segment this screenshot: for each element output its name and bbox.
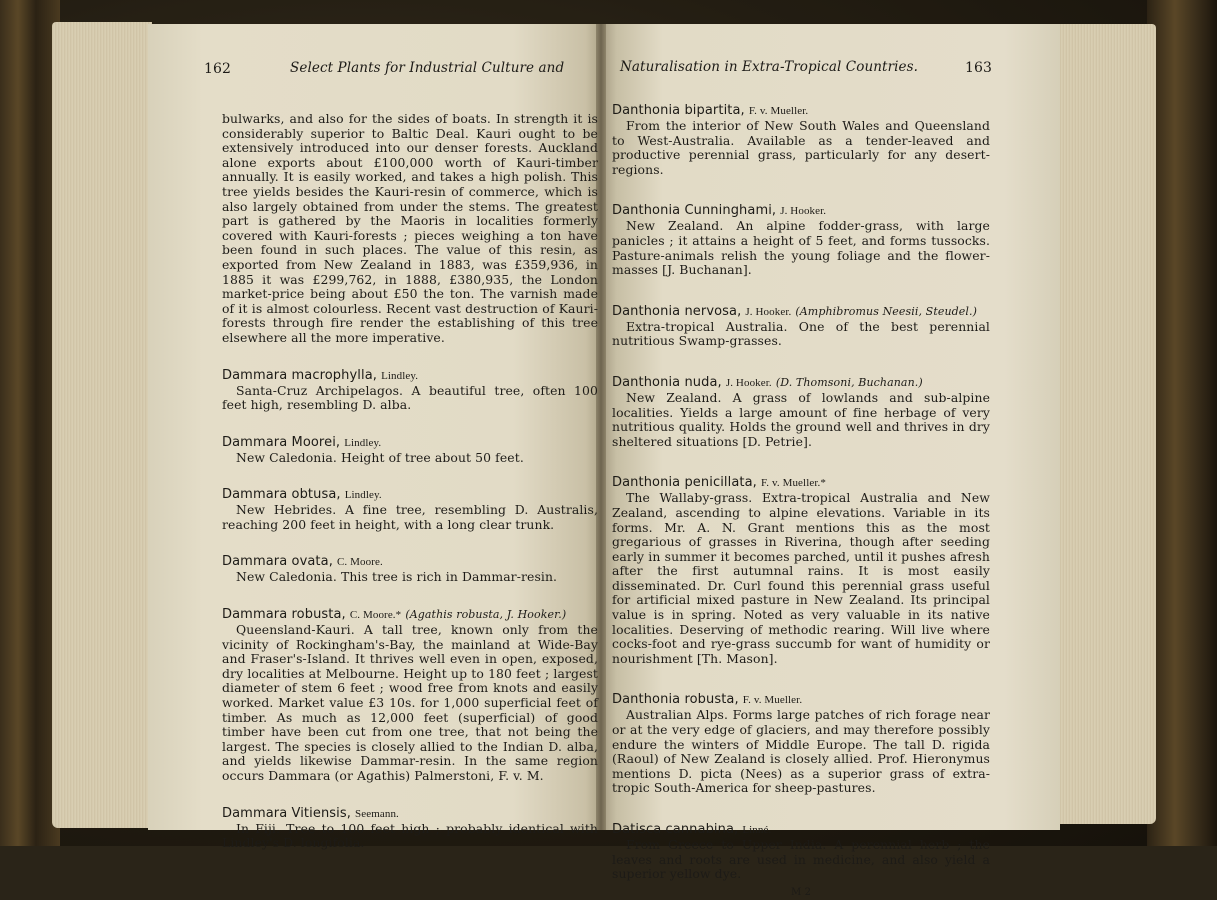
entry-text: Australian Alps. Forms large patches of rich forage near or at the very edge of glaciers, and may therefore possibly endure the winters of Middle Europe. The tall D. rigida (Raoul) of New Zealand is closely allied. Prof. Hieronymus mentions D. picta (Nees) as a superior grass of extra-tropic South-America for sheep-pastures. <box>612 707 990 796</box>
left-page-header <box>204 58 598 80</box>
entry-synonym: (Amphibromus Neesii, Steudel.) <box>795 304 977 318</box>
page-number: 163 <box>964 60 992 76</box>
entry-title: Danthonia nuda, <box>612 374 722 390</box>
intro-paragraph: bulwarks, and also for the sides of boats. In strength it is considerably superior to Baltic Deal. Kauri ought to be extensively introduced into our denser forests. Auckland alone exports about £100,000 worth of Kauri-timber annually. It is easily worked, and takes a high polish. This tree yields besides the Kauri-resin of commerce, which is also largely obtained from under the stems. The greatest part is gathered by the Maoris in localities formerly covered with Kauri-forests ; pieces weighing a ton have been found in such places. The value of this resin, as exported from New Zealand in 1883, was £359,936, in 1885 it was £299,762, in 1888, £380,935, the London market-price being about £50 the ton. The varnish made of it is almost colourless. Recent vast destruction of Kauri-forests through fire render the establishing of this tree elsewhere all the more imperative. <box>222 111 598 345</box>
entry-authority: J. Hooker. <box>745 305 792 318</box>
right-page-header <box>612 57 990 79</box>
signature-mark: M 2 <box>790 886 812 898</box>
page-number: 162 <box>204 61 232 77</box>
entry-title: Danthonia bipartita, <box>612 103 745 118</box>
entry-title: Dammara macrophylla, <box>222 367 378 383</box>
entry-synonym: (Agathis robusta, J. Hooker.) <box>405 608 567 622</box>
entry-title: Dammara ovata, <box>222 554 333 570</box>
entry-authority: F. v. Mueller. <box>748 105 809 117</box>
running-head: Select Plants for Industrial Culture and <box>290 60 565 76</box>
entry-title: Dammara robusta, <box>222 607 346 623</box>
entry <box>222 554 598 585</box>
entry-authority: Seemann. <box>355 807 399 820</box>
entry-authority: C. Moore. <box>336 556 383 569</box>
right-page-text <box>612 59 992 900</box>
entry <box>222 435 598 466</box>
entry <box>222 487 598 532</box>
entry <box>222 607 598 784</box>
entry <box>612 304 990 349</box>
running-head: Naturalisation in Extra-Tropical Countries. <box>620 59 919 75</box>
entry-authority: J. Hooker. <box>725 376 772 389</box>
cover-edge-left <box>0 0 60 846</box>
entry-title: Danthonia penicillata, <box>612 475 757 491</box>
entry-text: In Fiji. Tree to 100 feet high ; probably identical with Lindley's D. longifolia. <box>222 820 598 851</box>
entry-authority: Lindley. <box>381 369 419 382</box>
entry-title: Datisca cannabina, <box>612 822 739 837</box>
entry-title: Dammara obtusa, <box>222 487 341 503</box>
entry-text: New Hebrides. A fine tree, resembling D. Australis, reaching 200 feet in height, with a long clear trunk. <box>222 502 598 532</box>
entry <box>612 103 990 177</box>
entry-text: New Caledonia. Height of tree about 50 feet. <box>236 449 524 465</box>
entry-title: Dammara Vitiensis, <box>222 805 351 821</box>
entry-text: New Zealand. An alpine fodder-grass, with large panicles ; it attains a height of 5 feet, and forms tussocks. Pasture-animals relish the young foliage and the flower-masses [J. Buchanan]. <box>612 218 990 278</box>
entry-text: Queensland-Kauri. A tall tree, known only from the vicinity of Rockingham's-Bay, the mainland at Wide-Bay and Fraser's-Island. It thrives well even in open, exposed, dry localities at Melbourne. Height up to 180 feet ; largest diameter of stem 6 feet ; wood free from knots and easily worked. Market value £3 10s. for 1,000 superficial feet of timber. As much as 12,000 feet (superficial) of good timber have been cut from one tree, that not being the largest. The species is closely allied to the Indian D. alba, and yields likewise Dammar-resin. In the same region occurs Dammara (or Agathis) Palmerstoni, F. v. M. <box>222 622 598 783</box>
entry-text: Extra-tropical Australia. One of the best perennial nutritious Swamp-grasses. <box>612 318 990 349</box>
cover-edge-right <box>1147 0 1217 846</box>
entry <box>612 822 990 882</box>
entry-authority: Linné. <box>742 824 772 836</box>
entry-text: New Caledonia. This tree is rich in Dammar-resin. <box>236 569 558 585</box>
entry <box>222 806 598 851</box>
entry-authority: Lindley. <box>344 489 382 502</box>
entry-text: From the interior of New South Wales and Queensland to West-Australia. Available as a tender-leaved and productive perennial grass, particularly for any desert-regions. <box>612 118 990 177</box>
entry <box>222 368 598 413</box>
entry-synonym: (D. Thomsoni, Buchanan.) <box>775 375 923 389</box>
left-page-text <box>204 60 598 851</box>
entry-authority: F. v. Mueller. <box>742 694 803 707</box>
entry-authority: J. Hooker. <box>780 205 827 218</box>
entry-text: The Wallaby-grass. Extra-tropical Australia and New Zealand, ascending to alpine elevations. Variable in its forms. Mr. A. N. Grant mentions this as the most gregarious of grasses in Riverina, though after seeding early in summer it becomes parched, until it pushes afresh after the first autumnal rains. It is most easily disseminated. Dr. Curl found this perennial grass useful for artificial mixed pasture in New Zealand. Its principal value is in spring. Noted as very valuable in its native localities. Deserving of methodic rearing. Will live where cocks-foot and rye-grass succumb for want of humidity or nourishment [Th. Mason]. <box>612 490 990 666</box>
entry-title: Danthonia Cunninghami, <box>612 203 777 219</box>
entry <box>612 375 990 449</box>
entry-title: Dammara Moorei, <box>222 434 341 450</box>
page-stack-right <box>1058 24 1156 824</box>
entry <box>612 475 990 666</box>
entry-authority: Lindley. <box>344 436 382 449</box>
entry <box>612 692 990 796</box>
entry-authority: F. v. Mueller.* <box>760 477 826 490</box>
entry <box>612 203 990 277</box>
entry-text: New Zealand. A grass of lowlands and sub-alpine localities. Yields a large amount of fine herbage of very nutritious quality. Holds the ground well and thrives in dry sheltered situations [D. Petrie]. <box>612 389 990 449</box>
entry-authority: C. Moore.* <box>349 609 402 622</box>
entry-title: Danthonia robusta, <box>612 692 739 708</box>
entry-text: From Greece to Upper India. A perennial herb ; the leaves and roots are used in medicine, and also yield a superior yellow dye. <box>612 837 990 882</box>
page-stack-left <box>52 22 152 828</box>
entry-text: Santa-Cruz Archipelagos. A beautiful tree, often 100 feet high, resembling D. alba. <box>222 382 598 413</box>
entry-title: Danthonia nervosa, <box>612 303 742 319</box>
